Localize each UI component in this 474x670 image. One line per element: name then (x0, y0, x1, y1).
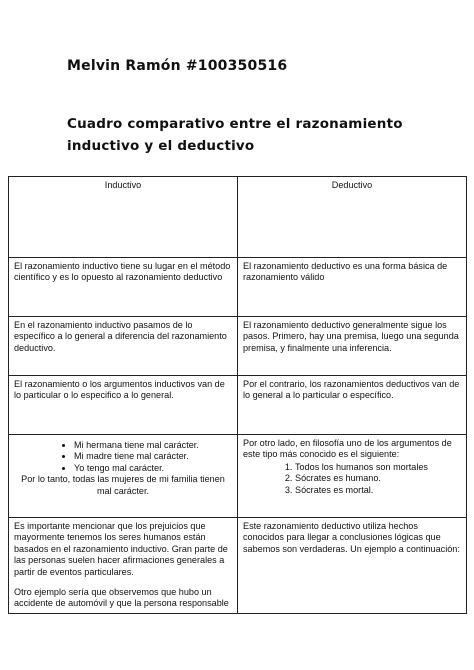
example-bullet-list (14, 440, 232, 474)
list-item: • Yo tengo mal carácter. (74, 463, 232, 474)
list-item: 2. Sócrates es humano. (295, 473, 461, 484)
cell-inductivo: El razonamiento o los argumentos inductivos van de lo particular o lo especifico a lo general. (9, 376, 238, 435)
cell-deductivo: El razonamiento deductivo generalmente sigue los pasos. Primero, hay una premisa, luego una segunda premisa, y finalmente una inferencia. (238, 317, 467, 376)
cell-inductivo: El razonamiento inductivo tiene su lugar en el método científico y es lo opuesto al razonamiento deductivo (9, 258, 238, 317)
header-deductivo: Deductivo (238, 177, 467, 258)
author-line: Melvin Ramón #100350516 (67, 58, 288, 74)
cell-deductivo: Por el contrario, los razonamientos deductivos van de lo general a lo particular o específico. (238, 376, 467, 435)
cell-deductivo (238, 435, 467, 518)
example-numbered-list (243, 462, 461, 496)
cell-deductivo: El razonamiento deductivo es una forma básica de razonamiento válido (238, 258, 467, 317)
header-inductivo: Inductivo (9, 177, 238, 258)
document-heading: Cuadro comparativo entre el razonamiento inductivo y el deductivo (67, 116, 403, 154)
table-row (9, 258, 467, 317)
example-conclusion: Por lo tanto, todas las mujeres de mi familia tienen mal carácter. (21, 474, 225, 496)
cell-inductivo: En el razonamiento inductivo pasamos de lo específico a lo general a diferencia del razonamiento deductivo. (9, 317, 238, 376)
list-item: 3. Sócrates es mortal. (295, 485, 461, 496)
table-row (9, 317, 467, 376)
list-item: 1. Todos los humanos son mortales (295, 462, 461, 473)
table-row (9, 376, 467, 435)
table-row (9, 435, 467, 518)
list-item: • Mi madre tiene mal carácter. (74, 451, 232, 462)
cell-inductivo (9, 435, 238, 518)
paragraph: Es importante mencionar que los prejuicios que mayormente tenemos los seres humanos están basados en el razonamiento inductivo. Gran parte de las personas suelen hacer afirmaciones generales a partir de eventos particulares. (14, 521, 228, 577)
comparison-table (8, 176, 467, 614)
cell-inductivo (9, 518, 238, 614)
example-intro: Por otro lado, en filosofía uno de los argumentos de este tipo más conocido es el siguiente: (243, 438, 452, 460)
table-row (9, 518, 467, 614)
table-header-row (9, 177, 467, 258)
cell-deductivo: Este razonamiento deductivo utiliza hechos conocidos para llegar a conclusiones lógicas que sabemos son verdaderas. Un ejemplo a continuación: (238, 518, 467, 614)
paragraph: Otro ejemplo sería que observemos que hubo un accidente de automóvil y que la persona responsable (14, 587, 229, 609)
list-item: • Mi hermana tiene mal carácter. (74, 440, 232, 451)
